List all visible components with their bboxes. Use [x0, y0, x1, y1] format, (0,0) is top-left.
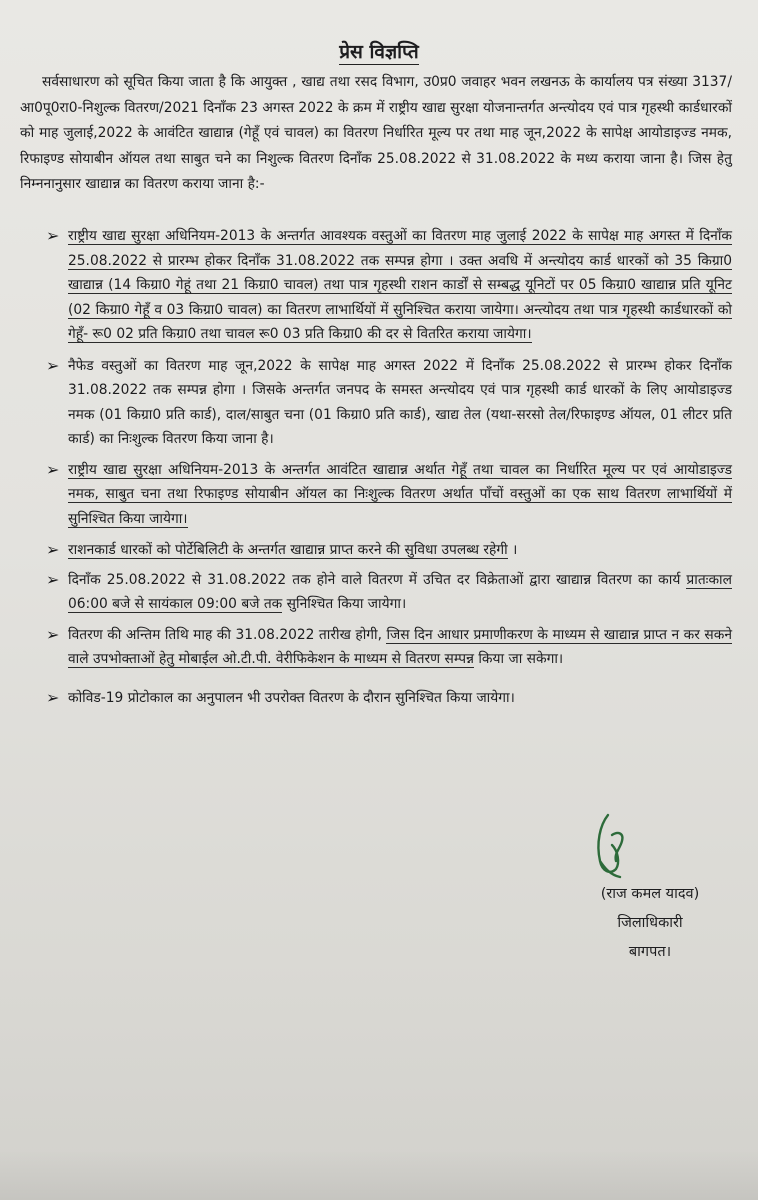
bullet-underlined: राष्ट्रीय खाद्य सुरक्षा अधिनियम-2013 के अन्तर्गत आवश्यक वस्तुओं का वितरण माह जुलाई 2022 के सापेक्ष माह अगस्त में दिनाँक 25.08.2022 से प्रारम्भ होकर दिनाँक 31.08.2022 तक सम्पन्न होगा । उक्त अवधि में अन्त्योदय कार्ड धारकों को 35 किग्रा0 खाद्यान्न (14 किग्रा0 गेहूं तथा 21 किग्रा0 चावल) तथा पात्र गृहस्थी राशन कार्डों से सम्बद्ध यूनिटों पर 05 किग्रा0 खाद्यान्न प्रति यूनिट (02 किग्रा0 गेहूँ व 03 किग्रा0 चावल) का वितरण लाभार्थियों में सुनिश्चित कराया जायेगा। अन्त्योदय तथा पात्र गृहस्थी कार्डधारकों को गेहूँ- रू0 02 प्रति किग्रा0 तथा चावल रू0 03 प्रति किग्रा0 की दर से वितरित कराया जायेगा।: [68, 228, 732, 342]
arrow-bullet-icon: ➢: [46, 355, 60, 375]
title-text: प्रेस विज्ञप्ति: [339, 41, 419, 63]
signatory-place: बागपत।: [628, 944, 672, 960]
bullet-item-3: [20, 458, 732, 532]
arrow-bullet-icon: ➢: [46, 624, 60, 644]
bullet-item-1: [20, 224, 732, 347]
bullet-pre: कोविड-19 प्रोटोकाल का अनुपालन भी उपरोक्त वितरण के दौरान सुनिश्चित किया जायेगा।: [68, 689, 515, 706]
signatory-name: (राज कमल यादव): [600, 886, 700, 902]
bullet-pre: नैफेड वस्तुओं का वितरण माह जून,2022 के सापेक्ष माह अगस्त 2022 में दिनाँक 25.08.2022 से प्रारम्भ होकर दिनाँक 31.08.2022 तक सम्पन्न होगा । जिसके अन्तर्गत जनपद के समस्त अन्त्योदय एवं पात्र गृहस्थी कार्ड धारकों के लिए आयोडाइज्ड नमक (01 किग्रा0 प्रति कार्ड), दाल/साबुत चना (01 किग्रा0 प्रति कार्ड), खाद्य तेल (यथा-सरसो तेल/रिफाइण्ड ऑयल, 01 लीटर प्रति कार्ड) का निःशुल्क वितरण किया जाना है।: [68, 357, 732, 447]
bullet-pre: वितरण की अन्तिम तिथि माह की 31.08.2022 तारीख होगी,: [68, 626, 387, 643]
bullet-underlined: राशनकार्ड धारकों को पोर्टेबिलिटी के अन्तर्गत खाद्यान्न प्राप्त करने की सुविधा उपलब्ध रहेगी: [68, 542, 508, 558]
bullet-underlined: राष्ट्रीय खाद्य सुरक्षा अधिनियम-2013 के अन्तर्गत आवंटित खाद्यान्न अर्थात गेहूँ तथा चावल का निर्धारित मूल्य पर एवं आयोडाइज्ड नमक, साबुत चना तथा रिफाइण्ड सोयाबीन ऑयल का निःशुल्क वितरण अर्थात पाँचों वस्तुओं का एक साथ वितरण लाभार्थियों में सुनिश्चित किया जायेगा।: [68, 461, 732, 527]
bullet-item-5: [20, 568, 732, 617]
arrow-bullet-icon: ➢: [46, 569, 60, 589]
bullet-post: ।: [507, 542, 518, 558]
bullet-item-2: [20, 354, 732, 452]
document-title: [0, 40, 758, 64]
bullet-pre: दिनाँक 25.08.2022 से 31.08.2022 तक होने वाले वितरण में उचित दर विक्रेताओं द्वारा खाद्यान्न वितरण का कार्य: [68, 571, 687, 588]
bullet-underlined: जिस दिन आधार प्रमाणीकरण के माध्यम से खाद्यान्न प्राप्त न कर सकने वाले उपभोक्ताओं हेतु मोबाईल ओ.टी.पी. वेरीफिकेशन के माध्यम से वितरण सम्पन्न: [68, 626, 732, 667]
arrow-bullet-icon: ➢: [46, 687, 60, 707]
bullet-item-6: [20, 623, 732, 672]
bullet-post: किया जा सकेगा।: [473, 651, 564, 667]
bullet-underlined: प्रातःकाल 06:00 बजे से सायंकाल 09:00 बजे तक: [68, 571, 732, 612]
arrow-bullet-icon: ➢: [46, 540, 60, 559]
arrow-bullet-icon: ➢: [46, 226, 60, 245]
arrow-bullet-icon: ➢: [46, 459, 60, 479]
signature-block: [560, 880, 740, 967]
page-shadow: [0, 1150, 758, 1200]
bullet-list: [20, 224, 732, 717]
bullet-post: सुनिश्चित किया जायेगा।: [282, 596, 407, 612]
signatory-designation: जिलाधिकारी: [617, 915, 683, 931]
intro-paragraph: सर्वसाधारण को सूचित किया जाता है कि आयुक्त , खाद्य तथा रसद विभाग, उ0प्र0 जवाहर भवन लखनऊ के कार्यालय पत्र संख्या 3137/आ0पू0रा0-निशुल्क वितरण/2021 दिनाँक 23 अगस्त 2022 के क्रम में राष्ट्रीय खाद्य सुरक्षा योजनान्तर्गत अन्त्योदय एवं पात्र गृहस्थी कार्डधारकों को माह जुलाई,2022 के आवंटित खाद्यान्न (गेहूँ एवं चावल) का वितरण निर्धारित मूल्य पर तथा माह जून,2022 के सापेक्ष आयोडाइज्ड नमक, रिफाइण्ड सोयाबीन ऑयल तथा साबुत चने का निशुल्क वितरण दिनाँक 25.08.2022 से 31.08.2022 के मध्य कराया जाना है। जिस हेतु निम्ननानुसार खाद्यान्न का वितरण कराया जाना है:-: [20, 74, 732, 192]
signature-stroke: [598, 815, 622, 877]
bullet-item-4: [20, 538, 732, 563]
bullet-item-7: [20, 686, 732, 711]
